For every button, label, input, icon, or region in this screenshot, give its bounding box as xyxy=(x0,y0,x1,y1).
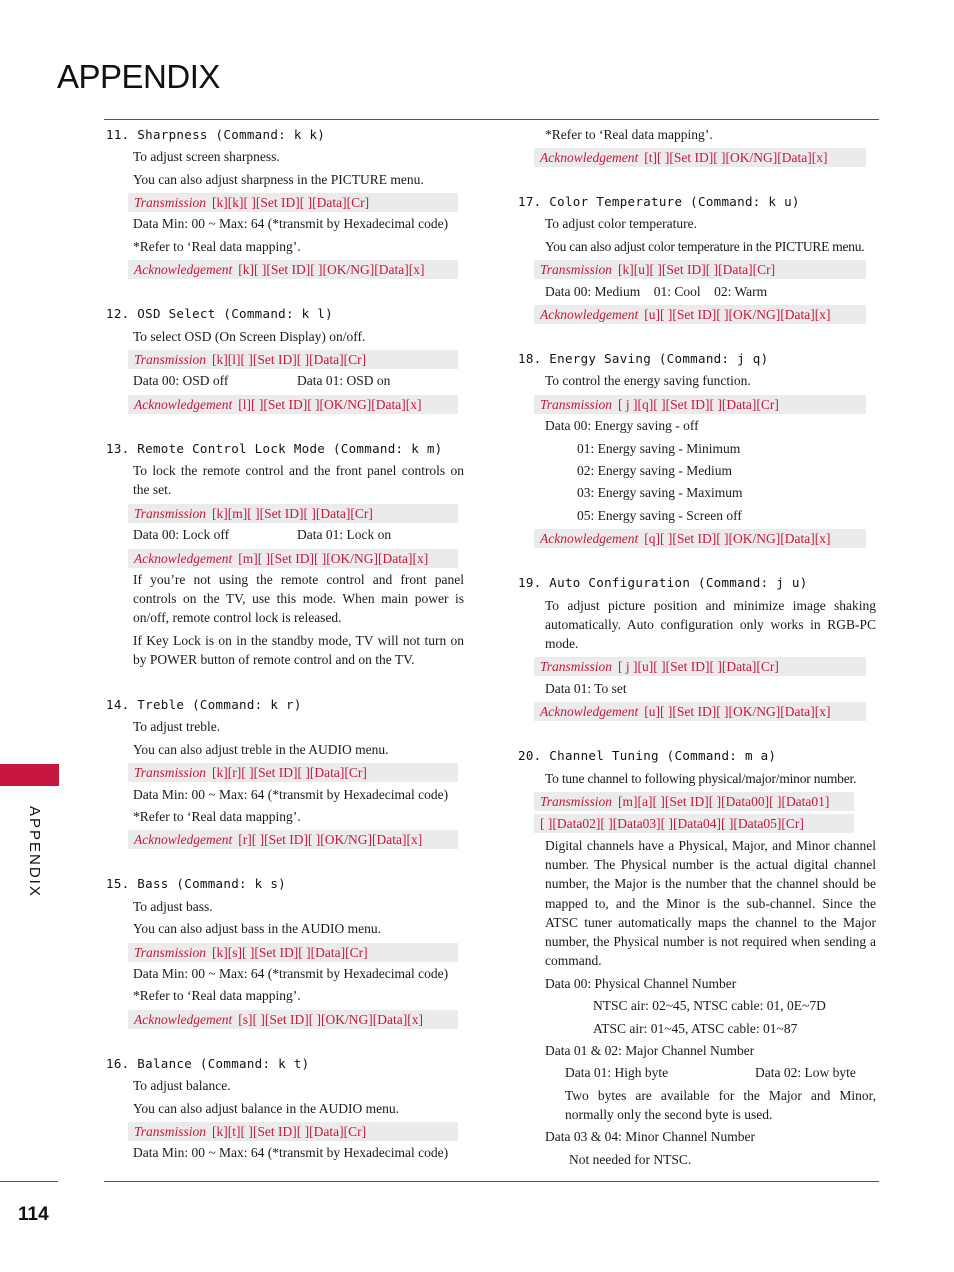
transmission-value: [ j ][q][ ][Set ID][ ][Data][Cr] xyxy=(618,397,779,412)
section-heading: 13. Remote Control Lock Mode (Command: k m) xyxy=(106,441,443,456)
section-note: You can also adjust color temperature in the PICTURE menu. xyxy=(545,239,865,254)
data-range: Data Min: 00 ~ Max: 64 (*transmit by Hexadecimal code) xyxy=(133,216,449,231)
transmission-command xyxy=(128,1122,458,1141)
data-value: Data 00: Lock off xyxy=(133,527,230,542)
data-detail: NTSC air: 02~45, NTSC cable: 01, 0E~7D xyxy=(593,998,826,1013)
acknowledgement-command xyxy=(128,830,458,849)
transmission-label: Transmission xyxy=(540,659,613,674)
data-option: 01: Energy saving - Minimum xyxy=(577,441,741,456)
data-value: Data 00: Physical Channel Number xyxy=(545,976,737,991)
section-paragraph: Digital channels have a Physical, Major, and Minor channel number. The Physical number is the actual digital channel number, the Major is the number that the channel should be mapped to, and the Minor is the sub-channel. Since the ATSC tuner automatically maps the channel to the Major number, the Physical number is not required when sending a command. xyxy=(545,838,876,969)
page-number: 114 xyxy=(18,1204,49,1225)
bottom-divider xyxy=(104,1181,879,1182)
section-paragraph: Two bytes are available for the Major and Minor, normally only the second byte is used. xyxy=(565,1088,876,1123)
acknowledgement-label: Acknowledgement xyxy=(134,1012,233,1027)
transmission-label: Transmission xyxy=(134,945,207,960)
transmission-value: [k][u][ ][Set ID][ ][Data][Cr] xyxy=(618,262,776,277)
data-option: 05: Energy saving - Screen off xyxy=(577,508,742,523)
data-values: Data 00: Medium 01: Cool 02: Warm xyxy=(545,284,768,299)
section-heading: 14. Treble (Command: k r) xyxy=(106,697,302,712)
transmission-value: [m][a][ ][Set ID][ ][Data00][ ][Data01] xyxy=(618,794,830,809)
data-detail: ATSC air: 01~45, ATSC cable: 01~87 xyxy=(593,1021,798,1036)
data-detail: Not needed for NTSC. xyxy=(569,1152,692,1167)
transmission-command xyxy=(534,395,866,414)
data-value: Data 01: OSD on xyxy=(297,373,391,388)
data-detail: Data 01: High byte xyxy=(565,1065,669,1080)
side-section-label: APPENDIX xyxy=(26,806,43,898)
section-heading: 11. Sharpness (Command: k k) xyxy=(106,127,326,142)
data-value: Data 00: OSD off xyxy=(133,373,229,388)
acknowledgement-command xyxy=(534,529,866,548)
section-note: You can also adjust sharpness in the PICTURE menu. xyxy=(133,172,424,187)
section-heading: 17. Color Temperature (Command: k u) xyxy=(518,194,800,209)
transmission-label: Transmission xyxy=(134,195,207,210)
acknowledgement-value: [s][ ][Set ID][ ][OK/NG][Data][x] xyxy=(238,1012,424,1027)
acknowledgement-label: Acknowledgement xyxy=(134,397,233,412)
acknowledgement-value: [m][ ][Set ID][ ][OK/NG][Data][x] xyxy=(238,551,429,566)
transmission-value: [k][r][ ][Set ID][ ][Data][Cr] xyxy=(212,765,367,780)
acknowledgement-label: Acknowledgement xyxy=(540,150,639,165)
acknowledgement-value: [u][ ][Set ID][ ][OK/NG][Data][x] xyxy=(644,307,831,322)
acknowledgement-value: [t][ ][Set ID][ ][OK/NG][Data][x] xyxy=(644,150,828,165)
section-heading: 15. Bass (Command: k s) xyxy=(106,876,286,891)
acknowledgement-value: [r][ ][Set ID][ ][OK/NG][Data][x] xyxy=(238,832,423,847)
section-heading: 19. Auto Configuration (Command: j u) xyxy=(518,575,808,590)
acknowledgement-command xyxy=(128,260,458,279)
data-range: Data Min: 00 ~ Max: 64 (*transmit by Hexadecimal code) xyxy=(133,1145,449,1160)
acknowledgement-command xyxy=(534,148,866,167)
acknowledgement-command xyxy=(534,305,866,324)
section-paragraph: If you’re not using the remote control and front panel controls on the TV, use this mode. When main power is on/off, remote control lock is released. xyxy=(133,572,464,626)
data-mapping-note: *Refer to ‘Real data mapping’. xyxy=(133,988,301,1003)
transmission-command xyxy=(128,504,458,523)
data-mapping-note: *Refer to ‘Real data mapping’. xyxy=(133,239,301,254)
transmission-command xyxy=(534,792,854,811)
section-description: To adjust balance. xyxy=(133,1078,231,1093)
transmission-label: Transmission xyxy=(540,397,613,412)
acknowledgement-label: Acknowledgement xyxy=(134,832,233,847)
transmission-label: Transmission xyxy=(540,262,613,277)
section-heading: 18. Energy Saving (Command: j q) xyxy=(518,351,769,366)
section-heading: 16. Balance (Command: k t) xyxy=(106,1056,310,1071)
side-tab-marker xyxy=(0,764,59,786)
data-mapping-note: *Refer to ‘Real data mapping’. xyxy=(133,809,301,824)
section-paragraph: If Key Lock is on in the standby mode, TV will not turn on by POWER button of remote control and on the TV. xyxy=(133,633,464,668)
transmission-command xyxy=(534,260,866,279)
section-note: You can also adjust treble in the AUDIO menu. xyxy=(133,742,389,757)
section-heading: 12. OSD Select (Command: k l) xyxy=(106,306,333,321)
transmission-value: [ j ][u][ ][Set ID][ ][Data][Cr] xyxy=(618,659,779,674)
data-option: 03: Energy saving - Maximum xyxy=(577,485,743,500)
acknowledgement-command xyxy=(534,702,866,721)
acknowledgement-label: Acknowledgement xyxy=(134,262,233,277)
page-number-divider xyxy=(0,1181,58,1182)
transmission-command xyxy=(128,350,458,369)
section-note: You can also adjust balance in the AUDIO menu. xyxy=(133,1101,399,1116)
data-value: Data 01 & 02: Major Channel Number xyxy=(545,1043,755,1058)
section-description: To adjust bass. xyxy=(133,899,213,914)
transmission-command-continued: [ ][Data02][ ][Data03][ ][Data04][ ][Data05][Cr] xyxy=(534,814,854,833)
top-divider xyxy=(104,119,879,120)
section-description: To lock the remote control and the front panel controls on the set. xyxy=(133,463,464,498)
data-value: Data 01: To set xyxy=(545,681,627,696)
data-value: Data 03 & 04: Minor Channel Number xyxy=(545,1129,755,1144)
transmission-command xyxy=(128,193,458,212)
transmission-command xyxy=(534,657,866,676)
section-description: To control the energy saving function. xyxy=(545,373,751,388)
transmission-label: Transmission xyxy=(134,352,207,367)
acknowledgement-value: [u][ ][Set ID][ ][OK/NG][Data][x] xyxy=(644,704,831,719)
acknowledgement-label: Acknowledgement xyxy=(540,704,639,719)
acknowledgement-command xyxy=(128,1010,458,1029)
section-description: To adjust treble. xyxy=(133,719,221,734)
acknowledgement-label: Acknowledgement xyxy=(134,551,233,566)
transmission-value: [k][m][ ][Set ID][ ][Data][Cr] xyxy=(212,506,373,521)
section-description: To select OSD (On Screen Display) on/off. xyxy=(133,329,366,344)
acknowledgement-label: Acknowledgement xyxy=(540,307,639,322)
section-heading: 20. Channel Tuning (Command: m a) xyxy=(518,748,777,763)
section-description: To adjust picture position and minimize image shaking automatically. Auto configuration only works in RGB-PC mode. xyxy=(545,598,876,652)
data-value: Data 00: Energy saving - off xyxy=(545,418,699,433)
acknowledgement-label: Acknowledgement xyxy=(540,531,639,546)
acknowledgement-value: [k][ ][Set ID][ ][OK/NG][Data][x] xyxy=(238,262,425,277)
transmission-label: Transmission xyxy=(134,1124,207,1139)
section-description: To tune channel to following physical/major/minor number. xyxy=(545,771,857,786)
transmission-command xyxy=(128,763,458,782)
transmission-label: Transmission xyxy=(134,765,207,780)
section-description: To adjust screen sharpness. xyxy=(133,149,280,164)
data-mapping-note: *Refer to ‘Real data mapping’. xyxy=(545,127,713,142)
transmission-label: Transmission xyxy=(540,794,613,809)
acknowledgement-command xyxy=(128,395,458,414)
transmission-label: Transmission xyxy=(134,506,207,521)
acknowledgement-command xyxy=(128,549,458,568)
acknowledgement-value: [l][ ][Set ID][ ][OK/NG][Data][x] xyxy=(238,397,422,412)
section-description: To adjust color temperature. xyxy=(545,216,698,231)
data-option: 02: Energy saving - Medium xyxy=(577,463,732,478)
acknowledgement-value: [q][ ][Set ID][ ][OK/NG][Data][x] xyxy=(644,531,831,546)
transmission-command xyxy=(128,943,458,962)
page-title: APPENDIX xyxy=(57,58,220,95)
transmission-value: [k][t][ ][Set ID][ ][Data][Cr] xyxy=(212,1124,367,1139)
section-note: You can also adjust bass in the AUDIO menu. xyxy=(133,921,381,936)
transmission-value: [k][l][ ][Set ID][ ][Data][Cr] xyxy=(212,352,367,367)
data-value: Data 01: Lock on xyxy=(297,527,392,542)
data-detail: Data 02: Low byte xyxy=(755,1065,856,1080)
data-range: Data Min: 00 ~ Max: 64 (*transmit by Hexadecimal code) xyxy=(133,966,449,981)
transmission-value: [k][s][ ][Set ID][ ][Data][Cr] xyxy=(212,945,368,960)
data-range: Data Min: 00 ~ Max: 64 (*transmit by Hexadecimal code) xyxy=(133,787,449,802)
transmission-value: [k][k][ ][Set ID][ ][Data][Cr] xyxy=(212,195,370,210)
